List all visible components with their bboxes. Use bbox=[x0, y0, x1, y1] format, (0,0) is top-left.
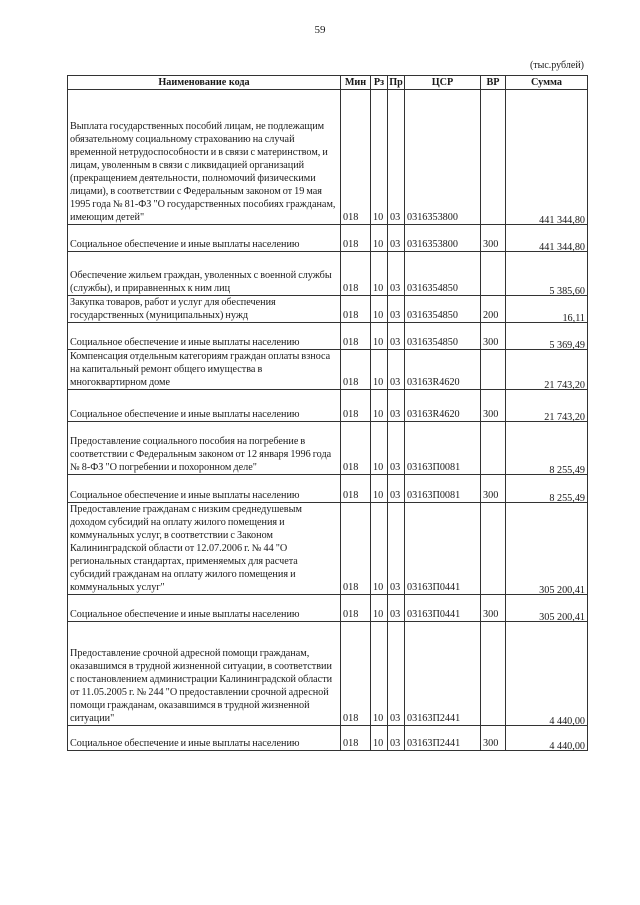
cell-vr bbox=[481, 422, 506, 475]
cell-name: Социальное обеспечение и иные выплаты населению bbox=[68, 323, 341, 350]
cell-rz: 10 bbox=[371, 622, 388, 726]
sum-value: 305 200,41 bbox=[539, 612, 585, 623]
sum-value: 4 440,00 bbox=[549, 741, 585, 752]
cell-min: 018 bbox=[341, 422, 371, 475]
cell-sum bbox=[506, 595, 588, 622]
cell-sum bbox=[506, 225, 588, 252]
cell-rz: 10 bbox=[371, 296, 388, 323]
cell-vr bbox=[481, 503, 506, 595]
table-row bbox=[68, 622, 588, 726]
cell-name: Закупка товаров, работ и услуг для обеспечения государственных (муниципальных) нужд bbox=[68, 296, 341, 323]
cell-min: 018 bbox=[341, 726, 371, 751]
cell-rz: 10 bbox=[371, 595, 388, 622]
cell-sum bbox=[506, 323, 588, 350]
cell-vr: 200 bbox=[481, 296, 506, 323]
cell-csr: 0316354850 bbox=[405, 296, 481, 323]
cell-csr: 0316353800 bbox=[405, 225, 481, 252]
header-vr: ВР bbox=[481, 76, 506, 90]
cell-rz: 10 bbox=[371, 503, 388, 595]
header-sum: Сумма bbox=[506, 76, 588, 90]
cell-pr: 03 bbox=[388, 296, 405, 323]
table-row bbox=[68, 90, 588, 225]
cell-min: 018 bbox=[341, 503, 371, 595]
cell-csr: 0316353800 bbox=[405, 90, 481, 225]
cell-rz: 10 bbox=[371, 475, 388, 503]
table-row bbox=[68, 595, 588, 622]
header-min: Мин bbox=[341, 76, 371, 90]
cell-name: Социальное обеспечение и иные выплаты населению bbox=[68, 390, 341, 422]
cell-vr: 300 bbox=[481, 475, 506, 503]
cell-vr bbox=[481, 90, 506, 225]
cell-csr: 0316354850 bbox=[405, 323, 481, 350]
table-row bbox=[68, 252, 588, 296]
cell-sum bbox=[506, 622, 588, 726]
sum-value: 16,11 bbox=[562, 313, 585, 324]
cell-sum bbox=[506, 475, 588, 503]
cell-name: Социальное обеспечение и иные выплаты населению bbox=[68, 225, 341, 252]
budget-table bbox=[67, 75, 588, 751]
cell-min: 018 bbox=[341, 323, 371, 350]
cell-pr: 03 bbox=[388, 622, 405, 726]
cell-sum bbox=[506, 726, 588, 751]
cell-pr: 03 bbox=[388, 503, 405, 595]
table-row bbox=[68, 422, 588, 475]
cell-csr: 03163R4620 bbox=[405, 350, 481, 390]
cell-name: Предоставление социального пособия на погребение в соответствии с Федеральным законом от 12 января 1996 года № 8-ФЗ "О погребении и похоронном деле" bbox=[68, 422, 341, 475]
cell-rz: 10 bbox=[371, 726, 388, 751]
cell-pr: 03 bbox=[388, 726, 405, 751]
cell-min: 018 bbox=[341, 90, 371, 225]
cell-name: Обеспечение жильем граждан, уволенных с военной службы (службы), и приравненных к ним лиц bbox=[68, 252, 341, 296]
sum-value: 4 440,00 bbox=[549, 716, 585, 727]
cell-name: Социальное обеспечение и иные выплаты населению bbox=[68, 726, 341, 751]
sum-value: 5 385,60 bbox=[549, 286, 585, 297]
cell-csr: 03163R4620 bbox=[405, 390, 481, 422]
cell-csr: 03163П0081 bbox=[405, 475, 481, 503]
cell-rz: 10 bbox=[371, 323, 388, 350]
cell-rz: 10 bbox=[371, 390, 388, 422]
sum-value: 441 344,80 bbox=[539, 242, 585, 253]
cell-csr: 03163П2441 bbox=[405, 622, 481, 726]
cell-pr: 03 bbox=[388, 390, 405, 422]
header-pr: Пр bbox=[389, 77, 403, 88]
cell-vr: 300 bbox=[481, 390, 506, 422]
cell-sum bbox=[506, 390, 588, 422]
cell-vr: 300 bbox=[481, 225, 506, 252]
cell-csr: 03163П0441 bbox=[405, 595, 481, 622]
table-body bbox=[68, 90, 588, 751]
cell-min: 018 bbox=[341, 622, 371, 726]
cell-csr: 03163П0081 bbox=[405, 422, 481, 475]
sum-value: 441 344,80 bbox=[539, 215, 585, 226]
cell-pr: 03 bbox=[388, 595, 405, 622]
header-name: Наименование кода bbox=[68, 76, 341, 90]
cell-vr bbox=[481, 252, 506, 296]
sum-value: 21 743,20 bbox=[544, 380, 585, 391]
cell-csr: 03163П0441 bbox=[405, 503, 481, 595]
cell-vr: 300 bbox=[481, 323, 506, 350]
sum-value: 305 200,41 bbox=[539, 585, 585, 596]
table-row bbox=[68, 390, 588, 422]
cell-min: 018 bbox=[341, 595, 371, 622]
cell-name: Выплата государственных пособий лицам, не подлежащим обязательному социальному страхованию на случай временной нетрудоспособности и в связи с материнством, и лицам, уволенным в связи с ликвидацией организаций (прекращением деятельности, полномочий физическими лицами), в соответствии с Федеральным законом от 19 мая 1995 года № 81-ФЗ "О государственных пособиях гражданам, имеющим детей" bbox=[68, 90, 341, 225]
cell-pr: 03 bbox=[388, 475, 405, 503]
table-row bbox=[68, 323, 588, 350]
cell-sum bbox=[506, 422, 588, 475]
cell-vr bbox=[481, 622, 506, 726]
header-row bbox=[68, 76, 588, 90]
cell-min: 018 bbox=[341, 225, 371, 252]
cell-vr: 300 bbox=[481, 595, 506, 622]
cell-sum bbox=[506, 90, 588, 225]
cell-rz: 10 bbox=[371, 422, 388, 475]
cell-min: 018 bbox=[341, 252, 371, 296]
table-row bbox=[68, 225, 588, 252]
cell-name: Социальное обеспечение и иные выплаты населению bbox=[68, 595, 341, 622]
cell-pr: 03 bbox=[388, 323, 405, 350]
unit-note: (тыс.рублей) bbox=[529, 60, 584, 71]
sum-value: 5 369,49 bbox=[549, 340, 585, 351]
cell-rz: 10 bbox=[371, 90, 388, 225]
cell-sum bbox=[506, 350, 588, 390]
table-row bbox=[68, 726, 588, 751]
cell-vr: 300 bbox=[481, 726, 506, 751]
cell-rz: 10 bbox=[371, 252, 388, 296]
sum-value: 8 255,49 bbox=[549, 493, 585, 504]
cell-min: 018 bbox=[341, 475, 371, 503]
cell-min: 018 bbox=[341, 296, 371, 323]
cell-pr: 03 bbox=[388, 422, 405, 475]
cell-name: Предоставление гражданам с низким среднедушевым доходом субсидий на оплату жилого помещения и коммунальных услуг, в соответствии с Законом Калининградской области от 12.07.2006 г. № 44 "О региональных стандартах, применяемых для расчета субсидий гражданам на оплату жилого помещения и коммунальных услуг" bbox=[68, 503, 341, 595]
cell-pr: 03 bbox=[388, 350, 405, 390]
table-row bbox=[68, 350, 588, 390]
cell-sum bbox=[506, 296, 588, 323]
table-row bbox=[68, 475, 588, 503]
cell-name: Компенсация отдельным категориям граждан оплаты взноса на капитальный ремонт общего имущества в многоквартирном доме bbox=[68, 350, 341, 390]
sum-value: 8 255,49 bbox=[549, 465, 585, 476]
header-rz: Рз bbox=[371, 76, 388, 90]
cell-csr: 03163П2441 bbox=[405, 726, 481, 751]
header-csr: ЦСР bbox=[405, 76, 481, 90]
cell-pr: 03 bbox=[388, 252, 405, 296]
page-number: 59 bbox=[314, 24, 326, 36]
cell-rz: 10 bbox=[371, 350, 388, 390]
cell-name: Предоставление срочной адресной помощи гражданам, оказавшимся в трудной жизненной ситуации, в соответствии с постановлением администрации Калининградской области от 11.05.2005 г. № 244 "О предоставлении срочной адресной помощи гражданам, оказавшимся в трудной жизненной ситуации" bbox=[68, 622, 341, 726]
sum-value: 21 743,20 bbox=[544, 412, 585, 423]
cell-sum bbox=[506, 503, 588, 595]
table-row bbox=[68, 296, 588, 323]
cell-sum bbox=[506, 252, 588, 296]
table-row bbox=[68, 503, 588, 595]
cell-pr: 03 bbox=[388, 225, 405, 252]
cell-pr: 03 bbox=[388, 90, 405, 225]
cell-name: Социальное обеспечение и иные выплаты населению bbox=[68, 475, 341, 503]
cell-vr bbox=[481, 350, 506, 390]
cell-min: 018 bbox=[341, 350, 371, 390]
cell-min: 018 bbox=[341, 390, 371, 422]
cell-csr: 0316354850 bbox=[405, 252, 481, 296]
cell-rz: 10 bbox=[371, 225, 388, 252]
